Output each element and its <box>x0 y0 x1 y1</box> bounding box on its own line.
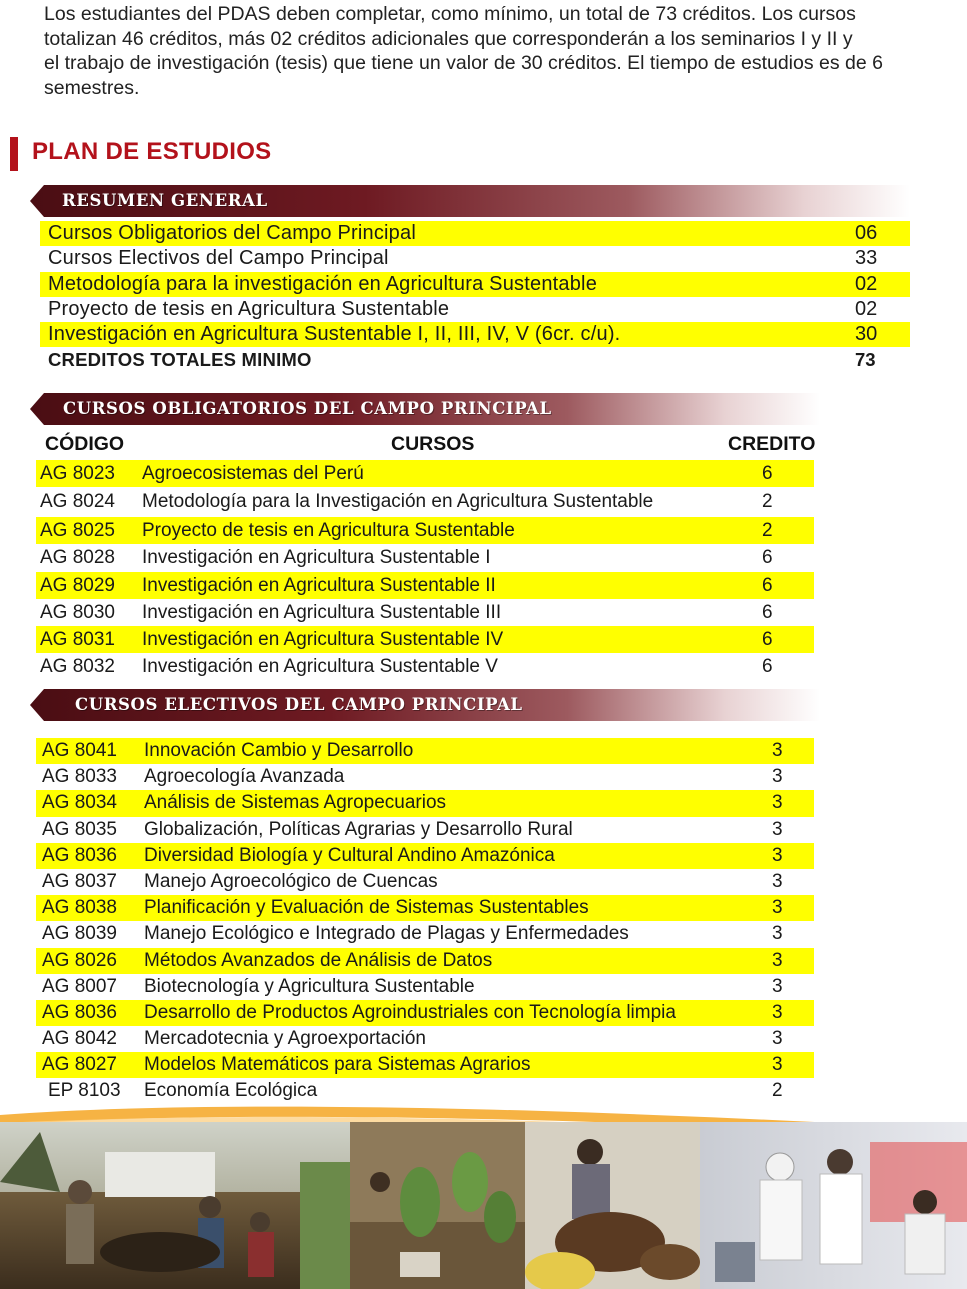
field-visit-photo-icon <box>0 1122 350 1289</box>
course-credit: 3 <box>772 1001 783 1023</box>
course-name: Agroecosistemas del Perú <box>142 463 364 484</box>
course-name: Investigación en Agricultura Sustentable IV <box>142 628 504 650</box>
course-credit: 6 <box>762 547 773 569</box>
course-credit: 2 <box>772 1080 783 1102</box>
course-credit: 3 <box>772 740 783 761</box>
course-credit: 6 <box>762 601 773 623</box>
summary-total-row <box>40 347 910 372</box>
table-row <box>36 948 814 974</box>
elective-courses-heading: CURSOS ELECTIVOS DEL CAMPO PRINCIPAL <box>75 695 523 714</box>
table-row <box>36 738 814 764</box>
course-code: AG 8033 <box>42 766 117 788</box>
course-credit: 3 <box>772 766 783 788</box>
required-courses-table <box>36 460 814 680</box>
course-code: AG 8023 <box>40 463 115 484</box>
course-credit: 3 <box>772 844 783 866</box>
course-name: Economía Ecológica <box>144 1080 318 1102</box>
summary-row-label: Cursos Electivos del Campo Principal <box>48 247 389 270</box>
banner-notch <box>30 185 44 217</box>
laboratory-photo-icon <box>700 1122 967 1289</box>
intro-line: totalizan 46 créditos, más 02 créditos adicionales que corresponderán a los seminarios I y II y <box>44 27 853 50</box>
table-row <box>36 817 814 843</box>
course-name: Desarrollo de Productos Agroindustriales con Tecnología limpia <box>144 1001 676 1023</box>
course-name: Proyecto de tesis en Agricultura Sustentable <box>142 520 515 542</box>
table-row <box>36 544 814 571</box>
summary-row <box>40 322 910 347</box>
summary-row-value: 06 <box>855 222 878 244</box>
table-row <box>36 869 814 895</box>
summary-row <box>40 272 910 297</box>
course-code: AG 8042 <box>42 1028 117 1050</box>
table-row <box>36 921 814 947</box>
course-name: Análisis de Sistemas Agropecuarios <box>144 792 447 814</box>
course-code: AG 8026 <box>42 949 117 971</box>
summary-row-label: Investigación en Agricultura Sustentable I, II, III, IV, V (6cr. c/u). <box>48 323 621 346</box>
course-credit: 6 <box>762 574 773 596</box>
course-credit: 2 <box>762 491 773 513</box>
required-courses-banner <box>30 393 820 425</box>
course-credit: 3 <box>772 1054 783 1076</box>
course-credit: 3 <box>772 949 783 971</box>
table-row <box>36 487 814 517</box>
photo-strip <box>0 1122 967 1289</box>
banner-notch <box>30 689 44 721</box>
table-row <box>36 517 814 544</box>
course-code: AG 8038 <box>42 897 117 919</box>
intro-line: semestres. <box>44 76 140 99</box>
table-row <box>36 1000 814 1026</box>
table-row <box>36 974 814 1000</box>
table-row <box>36 626 814 653</box>
table-row <box>36 1052 814 1078</box>
table-row <box>36 843 814 869</box>
course-code: AG 8024 <box>40 491 115 513</box>
summary-row-label: Proyecto de tesis en Agricultura Sustentable <box>48 297 450 320</box>
course-name: Investigación en Agricultura Sustentable I <box>142 547 491 569</box>
course-name: Metodología para la Investigación en Agricultura Sustentable <box>142 491 654 513</box>
course-name: Manejo Agroecológico de Cuencas <box>144 870 438 892</box>
course-name: Mercadotecnia y Agroexportación <box>144 1028 426 1050</box>
summary-row <box>40 297 910 322</box>
cactus-harvest-photo-icon <box>350 1122 525 1289</box>
course-credit: 3 <box>772 870 783 892</box>
table-row <box>36 1026 814 1052</box>
elective-courses-table <box>36 738 814 1105</box>
course-name: Agroecología Avanzada <box>144 766 345 788</box>
course-code: AG 8032 <box>40 656 115 678</box>
course-credit: 3 <box>772 923 783 945</box>
course-credit: 2 <box>762 520 773 542</box>
course-credit: 6 <box>762 463 773 484</box>
course-name: Globalización, Políticas Agrarias y Desarrollo Rural <box>144 818 573 840</box>
table-row <box>36 572 814 599</box>
summary-row <box>40 221 910 246</box>
table-row <box>36 599 814 626</box>
course-name: Modelos Matemáticos para Sistemas Agrarios <box>144 1054 531 1076</box>
column-header-credit: CREDITO <box>728 433 816 455</box>
course-name: Innovación Cambio y Desarrollo <box>144 740 414 761</box>
course-code: AG 8035 <box>42 818 117 840</box>
course-code: AG 8034 <box>42 792 117 814</box>
banner-notch <box>30 393 44 425</box>
table-row <box>36 790 814 816</box>
course-credit: 3 <box>772 975 783 997</box>
column-header-course: CURSOS <box>391 433 475 455</box>
course-code: AG 8039 <box>42 923 117 945</box>
course-credit: 3 <box>772 792 783 814</box>
course-credit: 6 <box>762 628 773 650</box>
course-code: AG 8028 <box>40 547 115 569</box>
table-row <box>36 895 814 921</box>
plan-title: PLAN DE ESTUDIOS <box>32 138 272 165</box>
course-code: AG 8036 <box>42 1001 117 1023</box>
course-code: AG 8027 <box>42 1054 117 1076</box>
summary-banner <box>30 185 910 217</box>
course-name: Planificación y Evaluación de Sistemas Sustentables <box>144 897 589 919</box>
course-credit: 3 <box>772 1028 783 1050</box>
intro-paragraph <box>44 2 929 100</box>
course-code: AG 8031 <box>40 628 115 650</box>
required-courses-heading: CURSOS OBLIGATORIOS DEL CAMPO PRINCIPAL <box>63 399 552 418</box>
summary-total-label: CREDITOS TOTALES MINIMO <box>48 349 312 371</box>
course-name: Investigación en Agricultura Sustentable V <box>142 656 498 678</box>
course-code: AG 8029 <box>40 574 115 596</box>
column-header-code: CÓDIGO <box>45 433 125 455</box>
course-name: Manejo Ecológico e Integrado de Plagas y Enfermedades <box>144 923 629 945</box>
summary-row-value: 02 <box>855 272 878 295</box>
course-name: Biotecnología y Agricultura Sustentable <box>144 975 475 997</box>
summary-total-value: 73 <box>855 349 876 371</box>
table-row <box>36 764 814 790</box>
course-code: EP 8103 <box>48 1080 121 1102</box>
course-code: AG 8007 <box>42 975 117 997</box>
elective-courses-banner <box>30 689 820 721</box>
course-code: AG 8030 <box>40 601 115 623</box>
summary-row-label: Cursos Obligatorios del Campo Principal <box>48 222 416 244</box>
intro-line: el trabajo de investigación (tesis) que tiene un valor de 30 créditos. El tiempo de estudios es de 6 <box>44 52 883 75</box>
course-name: Diversidad Biología y Cultural Andino Amazónica <box>144 844 555 866</box>
course-code: AG 8037 <box>42 870 117 892</box>
table-row <box>36 653 814 680</box>
course-code: AG 8036 <box>42 844 117 866</box>
plan-title-accent-bar <box>10 137 18 171</box>
summary-heading: RESUMEN GENERAL <box>62 191 268 210</box>
course-name: Investigación en Agricultura Sustentable III <box>142 601 502 623</box>
summary-row-label: Metodología para la investigación en Agricultura Sustentable <box>48 272 598 295</box>
course-credit: 3 <box>772 818 783 840</box>
course-code: AG 8025 <box>40 520 115 542</box>
summary-row <box>40 246 910 271</box>
course-code: AG 8041 <box>42 740 117 761</box>
table-row <box>36 460 814 487</box>
course-name: Métodos Avanzados de Análisis de Datos <box>144 949 493 971</box>
summary-row-value: 30 <box>855 323 878 346</box>
food-drying-photo-icon <box>525 1122 700 1289</box>
summary-row-value: 02 <box>855 297 878 320</box>
course-credit: 3 <box>772 897 783 919</box>
course-name: Investigación en Agricultura Sustentable II <box>142 574 496 596</box>
summary-table <box>40 221 910 373</box>
summary-row-value: 33 <box>855 247 878 270</box>
intro-line: Los estudiantes del PDAS deben completar, como mínimo, un total de 73 créditos. Los cursos <box>44 3 856 25</box>
course-credit: 6 <box>762 656 773 678</box>
